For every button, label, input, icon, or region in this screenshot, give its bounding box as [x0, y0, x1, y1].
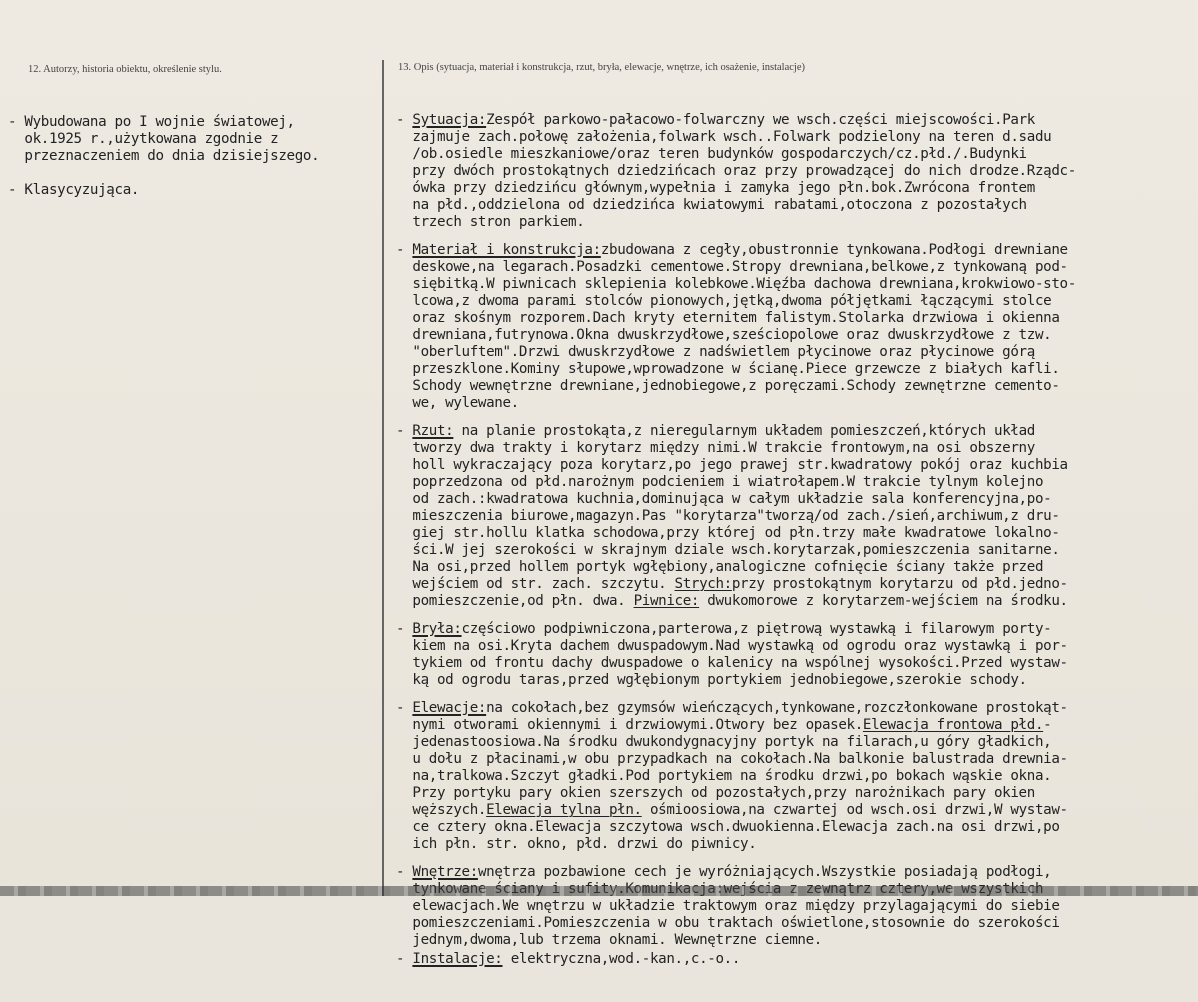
section-instalacje [396, 951, 1196, 968]
left-column-text [8, 80, 380, 233]
bullet-dash: - [396, 621, 413, 637]
section-text: częściowo podpiwniczona,parterowa,z piętrową wystawką i filarowym porty- [461, 621, 1052, 637]
section-bryla [396, 621, 1196, 689]
section-rzut [396, 423, 1196, 610]
section-text: kiem na osi.Kryta dachem dwuspadowym.Nad wystawką od ogrodu oraz wystawką i por- tykiem od frontu dachy dwuspadowe o kalenicy na wspólnej wysokości.Przed wystaw- ką od ogrodu taras,przed wgłębionym portykiem jednobiegowe,szerokie schody. [412, 638, 1068, 688]
section-heading: Elewacje: [412, 700, 487, 716]
section-text: elewacjach.We wnętrzu w układzie traktowym oraz między przylagającymi do siebie pomieszczeniami.Pomieszczenia w obu traktach oświetlone,stosownie do szerokości jednym,dwoma,lub trzema oknami. Wewnętrzne ciemne. [412, 898, 1060, 948]
section-text: dwukomorowe z korytarzem-wejściem na środku. [699, 593, 1068, 609]
section-text: elektryczna,wod.-kan.,c.-o.. [502, 951, 741, 967]
right-column-text [396, 78, 1196, 1002]
section-text: zajmuje zach.połowę założenia,folwark wsch..Folwark podzielony na teren d.sadu /ob.osiedle mieszkaniowe/oraz teren budynków gospodarczych/cz.płd./.Budynki przy dwóch prostokątnych dziedzińcach oraz przy prowadzącej do nich drodze.Rządc- ówka przy dziedzińcu głównym,wypełnia i zamyka jego płn.bok.Zwrócona frontem na płd.,oddzielona od dziedzińca kwiatowymi rabatami,otoczona z pozostałych trzech stron parkiem. [412, 129, 1076, 230]
section-heading: Materiał i konstrukcja: [412, 242, 601, 258]
section-heading: Sytuacja: [412, 112, 487, 128]
section-heading: Wnętrze: [412, 864, 478, 880]
section-text: ośmioosiowa,na czwartej od wsch.osi drzwi,W wystaw- ce cztery okna.Elewacja szczytowa wsch.dwuokienna.Elewacja zach.na osi drzwi,po ich płn. str. okno, płd. drzwi do piwnicy. [412, 802, 1068, 852]
bullet-dash: - [396, 951, 413, 967]
section-text: deskowe,na legarach.Posadzki cementowe.Stropy drewniana,belkowe,z tynkowaną pod- siębitką.W piwnicach sklepienia kolebkowe.Więźba dachowa drewniana,krokwiowo-sto- lcowa,z dwoma parami stolców pionowych,jętką,dwoma półjętkami łączącymi stolce oraz skośnym rozporem.Dach kryty eternitem falistym.Stolarka drzwiowa i okienna drewniana,futrynowa.Okna dwuskrzydłowe,sześciopolowe oraz dwuskrzydłowe z tzw. "oberluftem".Drzwi dwuskrzydłowe z nadświetlem płycinowe oraz płycinowe górą przeszklone.Kominy słupowe,wprowadzone w ścianę.Piece grzewcze z białych kafli. Schody wewnętrzne drewniane,jednobiegowe,z poręczami.Schody zewnętrzne cemento- we, wylewane. [412, 259, 1076, 411]
bullet-dash: - [396, 423, 413, 439]
section-heading: Instalacje: [412, 951, 503, 967]
section-text: przy prostokątnym korytarzu od płd.jedno- pomieszczenie,od płn. dwa. [412, 576, 1068, 609]
section-sytuacja [396, 112, 1196, 231]
history-text: Wybudowana po I wojnie światowej, ok.1925 r.,użytkowana zgodnie z przeznaczeniem do dnia dzisiejszego. [24, 114, 320, 164]
bullet-dash: - [8, 114, 25, 130]
section-material [396, 242, 1196, 412]
section-elewacje [396, 700, 1196, 853]
section-text: zbudowana z cegły,obustronnie tynkowana.Podłogi drewniane [600, 242, 1068, 258]
column-divider [382, 60, 384, 896]
style-item [8, 182, 380, 199]
section-text: wnętrza pozbawione cech je wyróżniających.Wszystkie posiadają podłogi, [477, 864, 1052, 880]
section-text: nymi otworami okiennymi i drzwiowymi.Otwory bez opasek. [412, 717, 863, 733]
subheading-elewacja-tylna: Elewacja tylna płn. [486, 802, 642, 818]
section-text: Zespół parkowo-pałacowo-folwarczny we wsch.części miejscowości.Park [486, 112, 1035, 128]
section-text: na planie prostokąta,z nieregularnym układem pomieszczeń,których układ [453, 423, 1035, 439]
subheading-piwnice: Piwnice: [633, 593, 700, 609]
section-text: na cokołach,bez gzymsów wieńczących,tynkowane,rozczłonkowane prostokąt- [486, 700, 1068, 716]
bullet-dash: - [396, 864, 413, 880]
style-text: Klasycyzująca. [24, 182, 140, 198]
section-heading: Bryła: [412, 621, 462, 637]
subheading-strych: Strych: [674, 576, 732, 592]
section-text: tworzy dwa trakty i korytarz między nimi.W trakcie frontowym,na osi obszerny holl wykraczający poza korytarz,po jego prawej str.kwadratowy pokój oraz kuchbia poprzedzona od płd.narożnym podcieniem i wiatrołapem.W trakcie tylnym kolejno od zach.:kwadratowa kuchnia,dominująca w całym układzie sala konferencyjna,po- mieszczenia biurowe,magazyn.Pas "korytarza"tworzą/od zach./sień,archiwum,z dru- giej str.hollu klatka schodowa,przy której od płn.trzy małe kwadratowe lokalno- ści.W jej szerokości w skrajnym dziale wsch.korytarzak,pomieszczenia sanitarne. Na osi,przed hollem portyk wgłębiony,analogiczne cofnięcie ściany także przed wejściem od str. zach. szczytu. [412, 440, 1068, 592]
section-text: - jedenastoosiowa.Na środku dwukondygnacyjny portyk na filarach,u góry gładkich, u dołu z płacinami,w obu przypadkach na cokołach.Na balkonie balustrada drewnia- na,tralkowa.Szczyt gładki.Pod portykiem na środku drzwi,po bokach wąskie okna. Przy portyku pary okien szerszych od pozostałych,przy narożnikach pary okien węższych. [412, 717, 1068, 818]
bullet-dash: - [396, 112, 413, 128]
left-column-header: 12. Autorzy, historia obiektu, określenie stylu. [28, 64, 222, 75]
bullet-dash: - [396, 700, 413, 716]
scan-bottom-edge [0, 886, 1198, 896]
subheading-elewacja-frontowa: Elewacja frontowa płd. [862, 717, 1044, 733]
section-heading: Rzut: [412, 423, 454, 439]
right-column-header: 13. Opis (sytuacja, materiał i konstrukcja, rzut, bryła, elewacje, wnętrze, ich osażenie, instalacje) [398, 62, 805, 73]
bullet-dash: - [396, 242, 413, 258]
section-wnetrze [396, 864, 1196, 949]
bullet-dash: - [8, 182, 25, 198]
history-item [8, 114, 380, 165]
